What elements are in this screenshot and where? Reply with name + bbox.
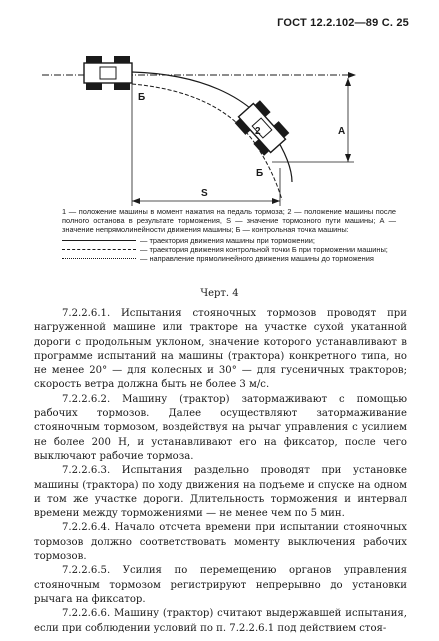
braking-diagram [0, 0, 439, 210]
paragraph: 7.2.2.6.2. Машину (трактор) затормаживают с помощью рабочих тормозов. Далее осуществляют затормаживание стояночным тормозом, воздействуя на рычаг управления с усилием не более 200 Н, и устанавливают его на фиксатор, после чего выключают рабочие тормоза. [34, 393, 407, 462]
legend-item [62, 236, 396, 245]
paragraph: 7.2.2.6.5. Усилия по перемещению органов управления стояночным тормозом регистрируют непрерывно до установки рычага на фиксатор. [34, 565, 407, 605]
arrow-up-icon [345, 78, 351, 86]
legend-item-text: — траектория движения машины при торможении; [140, 236, 315, 245]
label-b-initial: Б [138, 92, 146, 103]
legend-dashdot-line [62, 254, 140, 263]
arrow-left-icon [132, 198, 140, 204]
paragraph: 7.2.2.6.6. Машину (трактор) считают выдержавшей испытания, если при соблюдении условий по п. 7.2.2.6.1 под действием стоя- [34, 608, 407, 634]
legend-solid-line [62, 236, 140, 245]
page-header: ГОСТ 12.2.102—89 С. 25 [277, 17, 409, 29]
legend-description: 1 — положение машины в момент нажатия на педаль тормоза; 2 — положение машины после полного останова в результате торможения, S — значение тормозного пути машины; А — значение непрямолинейности движения машины; Б — контрольная точка машины: [62, 207, 396, 234]
label-dimension-a: А [338, 126, 346, 137]
label-b-final: Б [256, 168, 264, 179]
label-dimension-s: S [201, 188, 208, 199]
paragraph: 7.2.2.6.1. Испытания стояночных тормозов проводят при нагруженной машине или тракторе на участке сухой укатанной дороги с продольным уклоном, значение которого устанавливают в программе испытаний на машины (трактора) конкретного типа, но не менее 20° — для колесных и 30° — для гусеничных тракторов; скорость ветра должна быть не более 3 м/с. [34, 308, 407, 391]
vehicle-position-1 [84, 56, 132, 90]
legend-item-text: — направление прямолинейного движения машины до торможения [140, 254, 374, 263]
arrow-right-icon [272, 198, 280, 204]
paragraph: 7.2.2.6.4. Начало отсчета времени при испытании стояночных тормозов должно соответствовать моменту выключения рабочих тормозов. [34, 522, 407, 563]
label-vehicle-2: 2 [255, 126, 261, 137]
arrow-down-icon [345, 154, 351, 162]
figure-caption: Черт. 4 [200, 288, 239, 299]
paragraph: 7.2.2.6.3. Испытания раздельно проводят при установке машины (трактора) по ходу движения на подъеме и спуске на одном и том же участке дороги. Длительность торможения и интервал времени между торможениями — не менее чем по 5 мин. [34, 465, 407, 520]
direction-arrow-icon [348, 72, 356, 78]
body-text [34, 307, 407, 636]
legend-item [62, 245, 396, 254]
figure-legend [62, 207, 396, 263]
legend-dashed-line [62, 245, 140, 254]
legend-item [62, 254, 396, 263]
legend-item-text: — траектория движения контрольной точки Б при торможении машины; [140, 245, 388, 254]
